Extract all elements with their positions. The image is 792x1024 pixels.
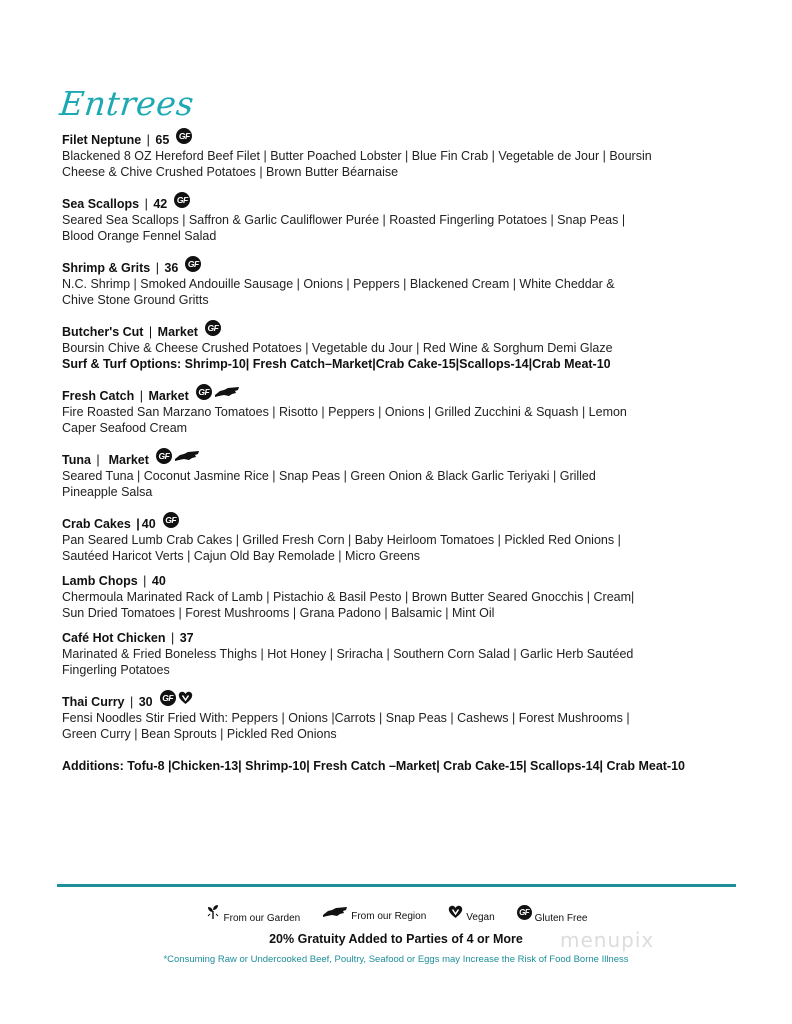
vegan-heart-icon [178, 691, 193, 705]
entree-description-line: Boursin Chive & Cheese Crushed Potatoes | Vegetable du Jour | Red Wine & Sorghum Demi Glaze [62, 341, 613, 355]
entree-description-line: Fensi Noodles Stir Fried With: Peppers | Onions |Carrots | Snap Peas | Cashews | Forest Mushrooms | [62, 711, 630, 725]
entree-description-line: Fingerling Potatoes [62, 663, 170, 677]
legend-item-gluten-free [517, 905, 588, 924]
garden-sprout-icon [205, 904, 221, 920]
legend-item-garden [205, 904, 301, 924]
entree-name: Tuna [62, 453, 91, 467]
entree-price: 40 [151, 574, 166, 588]
gluten-free-icon: GF [196, 384, 212, 400]
entree-price: Market [157, 325, 198, 339]
entree-price: 42 [153, 197, 168, 211]
entree-item [62, 573, 752, 621]
entree-separator: | [92, 453, 107, 467]
gluten-free-icon: GF [163, 512, 179, 528]
gluten-free-icon: GF [156, 448, 172, 464]
entree-name: Crab Cakes [62, 517, 131, 531]
entree-name: Shrimp & Grits [62, 261, 151, 275]
gluten-free-icon: GF [160, 690, 176, 706]
entree-description-line: Pan Seared Lumb Crab Cakes | Grilled Fresh Corn | Baby Heirloom Tomatoes | Pickled Red Onions | [62, 533, 621, 547]
entree-separator: | [143, 133, 154, 147]
entree-price: 36 [164, 261, 179, 275]
entree-header [62, 324, 752, 340]
entree-price: Market [108, 453, 149, 467]
additions-line: Additions: Tofu-8 |Chicken-13| Shrimp-10| Fresh Catch –Market| Crab Cake-15| Scallops-14| Crab Meat-10 [62, 759, 685, 773]
entree-description-line: Caper Seafood Cream [62, 421, 188, 435]
legend-item-region [322, 906, 427, 922]
entree-header [62, 452, 752, 468]
entree-description-line: Blackened 8 OZ Hereford Beef Filet | Butter Poached Lobster | Blue Fin Crab | Vegetable de Jour | Boursin [62, 149, 652, 163]
entree-description-line: Cheese & Chive Crushed Potatoes | Brown Butter Béarnaise [62, 165, 399, 179]
entree-price: 65 [155, 133, 170, 147]
entree-header [62, 260, 752, 276]
surf-turf-options: Surf & Turf Options: Shrimp-10| Fresh Catch–Market|Crab Cake-15|Scallops-14|Crab Meat-10 [62, 357, 611, 371]
entree-name: Lamb Chops [62, 574, 138, 588]
entree-name: Café Hot Chicken [62, 631, 166, 645]
watermark: menupix [560, 928, 655, 952]
legend [0, 904, 792, 924]
entree-separator: | [126, 695, 137, 709]
entree-description-line: Chermoula Marinated Rack of Lamb | Pistachio & Basil Pesto | Brown Butter Seared Gnocchis | Cream| [62, 590, 635, 604]
entree-item [62, 452, 752, 500]
entree-price: Market [148, 389, 189, 403]
entree-name: Filet Neptune [62, 133, 142, 147]
entree-price: 30 [138, 695, 153, 709]
gluten-free-icon: GF [185, 256, 201, 272]
legend-label: From our Region [351, 911, 427, 922]
legend-item-vegan [448, 905, 495, 923]
entree-description-line: Fire Roasted San Marzano Tomatoes | Risotto | Peppers | Onions | Grilled Zucchini & Squash | Lemon [62, 405, 627, 419]
entree-header [62, 196, 752, 212]
entree-separator: | [152, 261, 163, 275]
entree-name: Fresh Catch [62, 389, 135, 403]
entree-separator: | [139, 574, 150, 588]
north-carolina-icon [322, 906, 348, 918]
entree-item [62, 196, 752, 244]
entree-description-line: Blood Orange Fennel Salad [62, 229, 217, 243]
entree-name: Butcher's Cut [62, 325, 144, 339]
entree-separator: | [132, 517, 140, 531]
entree-item [62, 516, 752, 564]
legend-label: From our Garden [223, 913, 301, 924]
entree-item [62, 694, 752, 742]
entree-price: 40 [141, 517, 156, 531]
vegan-heart-icon [448, 905, 463, 919]
gluten-free-icon: GF [174, 192, 190, 208]
entree-description-line: N.C. Shrimp | Smoked Andouille Sausage | Onions | Peppers | Blackened Cream | White Cheddar & [62, 277, 615, 291]
entree-price: 37 [179, 631, 194, 645]
entree-header [62, 630, 752, 646]
entree-header [62, 694, 752, 710]
entree-item [62, 132, 752, 180]
entree-description-line: Pineapple Salsa [62, 485, 153, 499]
entree-description-line: Sun Dried Tomatoes | Forest Mushrooms | Grana Padono | Balsamic | Mint Oil [62, 606, 495, 620]
entree-header [62, 573, 752, 589]
gluten-free-icon: GF [517, 905, 532, 920]
entree-description-line: Seared Tuna | Coconut Jasmine Rice | Snap Peas | Green Onion & Black Garlic Teriyaki | Grilled [62, 469, 596, 483]
entree-separator: | [141, 197, 152, 211]
entree-description-line: Seared Sea Scallops | Saffron & Garlic Cauliflower Purée | Roasted Fingerling Potatoes | Snap Peas | [62, 213, 626, 227]
footer-divider [57, 884, 736, 887]
page-title: Entrees [57, 84, 196, 123]
entree-item [62, 324, 752, 372]
food-safety-disclaimer: *Consuming Raw or Undercooked Beef, Poultry, Seafood or Eggs may Increase the Risk of Food Borne Illness [163, 954, 629, 965]
entree-name: Sea Scallops [62, 197, 140, 211]
entree-description-line: Sautéed Haricot Verts | Cajun Old Bay Remolade | Micro Greens [62, 549, 421, 563]
entree-separator: | [167, 631, 178, 645]
entree-header [62, 132, 752, 148]
entree-item [62, 260, 752, 308]
entree-description-line: Marinated & Fried Boneless Thighs | Hot Honey | Sriracha | Southern Corn Salad | Garlic Herb Sautéed [62, 647, 634, 661]
entree-separator: | [145, 325, 156, 339]
entree-header [62, 388, 752, 404]
gratuity-notice: 20% Gratuity Added to Parties of 4 or More [269, 932, 523, 946]
legend-label: Vegan [466, 912, 495, 923]
gluten-free-icon: GF [176, 128, 192, 144]
entree-item [62, 388, 752, 436]
north-carolina-icon [214, 386, 240, 398]
entree-separator: | [136, 389, 147, 403]
entree-description-line: Chive Stone Ground Gritts [62, 293, 209, 307]
north-carolina-icon [174, 450, 200, 462]
entree-name: Thai Curry [62, 695, 125, 709]
legend-label: Gluten Free [534, 912, 588, 924]
entree-list [62, 132, 752, 774]
gluten-free-icon: GF [205, 320, 221, 336]
entree-header [62, 516, 752, 532]
entree-item [62, 630, 752, 678]
entree-description-line: Green Curry | Bean Sprouts | Pickled Red Onions [62, 727, 337, 741]
